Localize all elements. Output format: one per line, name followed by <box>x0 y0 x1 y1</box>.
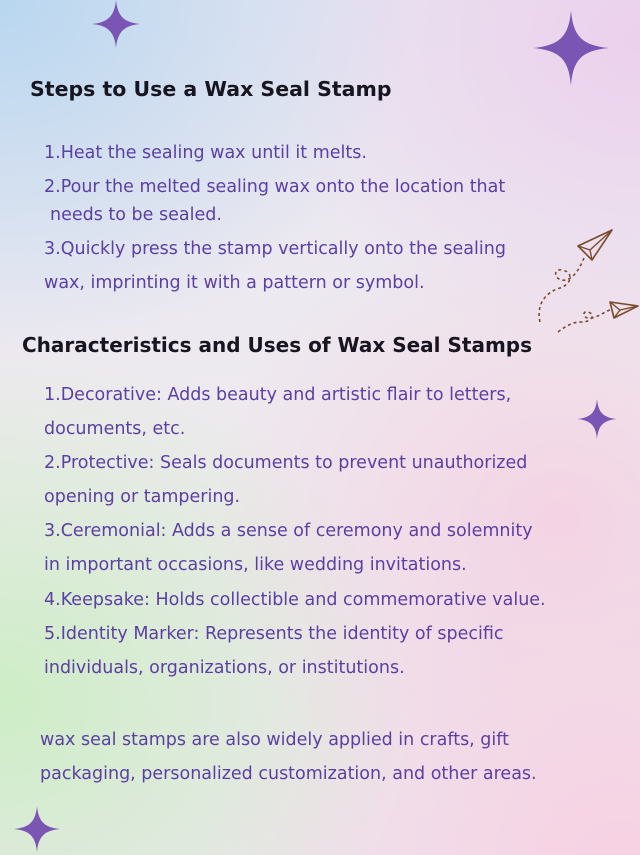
paper-airplane-icon <box>556 296 640 336</box>
list-item: 5.Identity Marker: Represents the identity of specific <box>44 624 504 644</box>
list-item: 1.Decorative: Adds beauty and artistic flair to letters, <box>44 385 512 405</box>
closing-note-line: wax seal stamps are also widely applied in crafts, gift <box>40 730 509 750</box>
list-item: 2.Protective: Seals documents to prevent unauthorized <box>44 453 528 473</box>
closing-note-line: packaging, personalized customization, and other areas. <box>40 764 537 784</box>
step-1-text: 1.Heat the sealing wax until it melts. <box>44 143 367 163</box>
step-3-continuation: wax, imprinting it with a pattern or symbol. <box>44 273 425 293</box>
step-2-continuation: needs to be sealed. <box>50 205 222 225</box>
list-item: 3.Ceremonial: Adds a sense of ceremony and solemnity <box>44 521 533 541</box>
sparkle-star-icon <box>575 397 619 441</box>
section-2-title: Characteristics and Uses of Wax Seal Stamps <box>22 333 533 357</box>
list-item: 4.Keepsake: Holds collectible and commemorative value. <box>44 590 546 610</box>
step-2-text: 2.Pour the melted sealing wax onto the location that <box>44 177 506 197</box>
list-item: opening or tampering. <box>44 487 241 507</box>
list-item: documents, etc. <box>44 419 186 439</box>
section-1-title: Steps to Use a Wax Seal Stamp <box>30 77 392 101</box>
sparkle-star-icon <box>88 0 144 52</box>
sparkle-star-icon <box>12 804 62 854</box>
list-item: individuals, organizations, or institutions. <box>44 658 405 678</box>
list-item: in important occasions, like wedding invitations. <box>44 555 467 575</box>
sparkle-star-icon <box>531 8 611 88</box>
step-3-text: 3.Quickly press the stamp vertically onto the sealing <box>44 239 506 259</box>
